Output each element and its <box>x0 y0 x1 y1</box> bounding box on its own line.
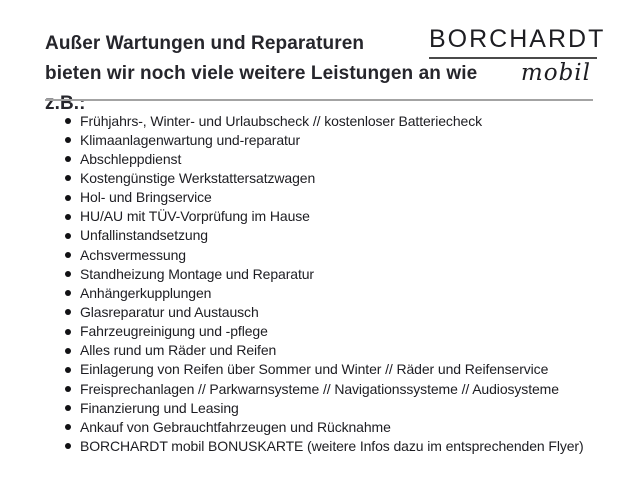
service-list-item <box>65 302 630 321</box>
header-divider <box>45 99 593 101</box>
service-label: Kostengünstige Werkstattersatzwagen <box>80 169 316 186</box>
service-list-item <box>65 168 630 187</box>
bullet-icon <box>65 443 71 449</box>
bullet-icon <box>65 348 71 354</box>
bullet-icon <box>65 233 71 239</box>
service-label: Freisprechanlagen // Parkwarnsysteme // Navigationssysteme // Audiosysteme <box>80 380 559 397</box>
service-list-item <box>65 379 630 398</box>
bullet-icon <box>65 252 71 258</box>
service-label: Anhängerkupplungen <box>80 284 212 301</box>
title-line-1: Außer Wartungen und Reparaturen <box>45 33 365 54</box>
service-list-item <box>65 398 630 417</box>
service-list-item <box>65 436 630 455</box>
logo-brand-text: BORCHARDT <box>429 25 597 59</box>
service-list-item <box>65 188 630 207</box>
service-list-item <box>65 360 630 379</box>
service-label: Finanzierung und Leasing <box>80 399 239 416</box>
service-list-item <box>65 322 630 341</box>
bullet-icon <box>65 156 71 162</box>
service-label: Unfallinstandsetzung <box>80 227 208 244</box>
service-label: Klimaanlagenwartung und-reparatur <box>80 131 301 148</box>
bullet-icon <box>65 118 71 124</box>
service-label: Achsvermessung <box>80 246 186 263</box>
service-label: Abschleppdienst <box>80 150 182 167</box>
bullet-icon <box>65 367 71 373</box>
service-list-item <box>65 207 630 226</box>
service-label: Alles rund um Räder und Reifen <box>80 342 277 359</box>
borchardt-logo <box>429 25 606 86</box>
service-list-item <box>65 417 630 436</box>
service-label: Hol- und Bringservice <box>80 189 212 206</box>
service-label: Standheizung Montage und Reparatur <box>80 265 314 282</box>
bullet-icon <box>65 214 71 220</box>
bullet-icon <box>65 309 71 315</box>
bullet-icon <box>65 195 71 201</box>
service-label: BORCHARDT mobil BONUSKARTE (weitere Infos dazu im entsprechenden Flyer) <box>80 437 584 454</box>
service-label: Fahrzeugreinigung und -pflege <box>80 323 268 340</box>
title-line-2: bieten wir noch viele weitere Leistungen an wie z.B.: <box>45 63 478 114</box>
service-label: Einlagerung von Reifen über Sommer und Winter // Räder und Reifenservice <box>80 361 549 378</box>
service-label: HU/AU mit TÜV-Vorprüfung im Hause <box>80 208 310 225</box>
bullet-icon <box>65 424 71 430</box>
service-label: Ankauf von Gebrauchtfahrzeugen und Rücknahme <box>80 418 391 435</box>
service-list-item <box>65 341 630 360</box>
bullet-icon <box>65 405 71 411</box>
bullet-icon <box>65 386 71 392</box>
logo-sub-text: mobil <box>520 60 591 86</box>
bullet-icon <box>65 271 71 277</box>
service-label: Glasreparatur und Austausch <box>80 303 259 320</box>
services-list <box>65 111 630 456</box>
service-list-item <box>65 226 630 245</box>
service-list-item <box>65 283 630 302</box>
service-label: Frühjahrs-, Winter- und Urlaubscheck // kostenloser Batteriecheck <box>80 112 482 129</box>
bullet-icon <box>65 329 71 335</box>
bullet-icon <box>65 137 71 143</box>
service-list-item <box>65 245 630 264</box>
service-list-item <box>65 130 630 149</box>
service-list-item <box>65 111 630 130</box>
bullet-icon <box>65 290 71 296</box>
service-list-item <box>65 149 630 168</box>
bullet-icon <box>65 175 71 181</box>
service-list-item <box>65 264 630 283</box>
